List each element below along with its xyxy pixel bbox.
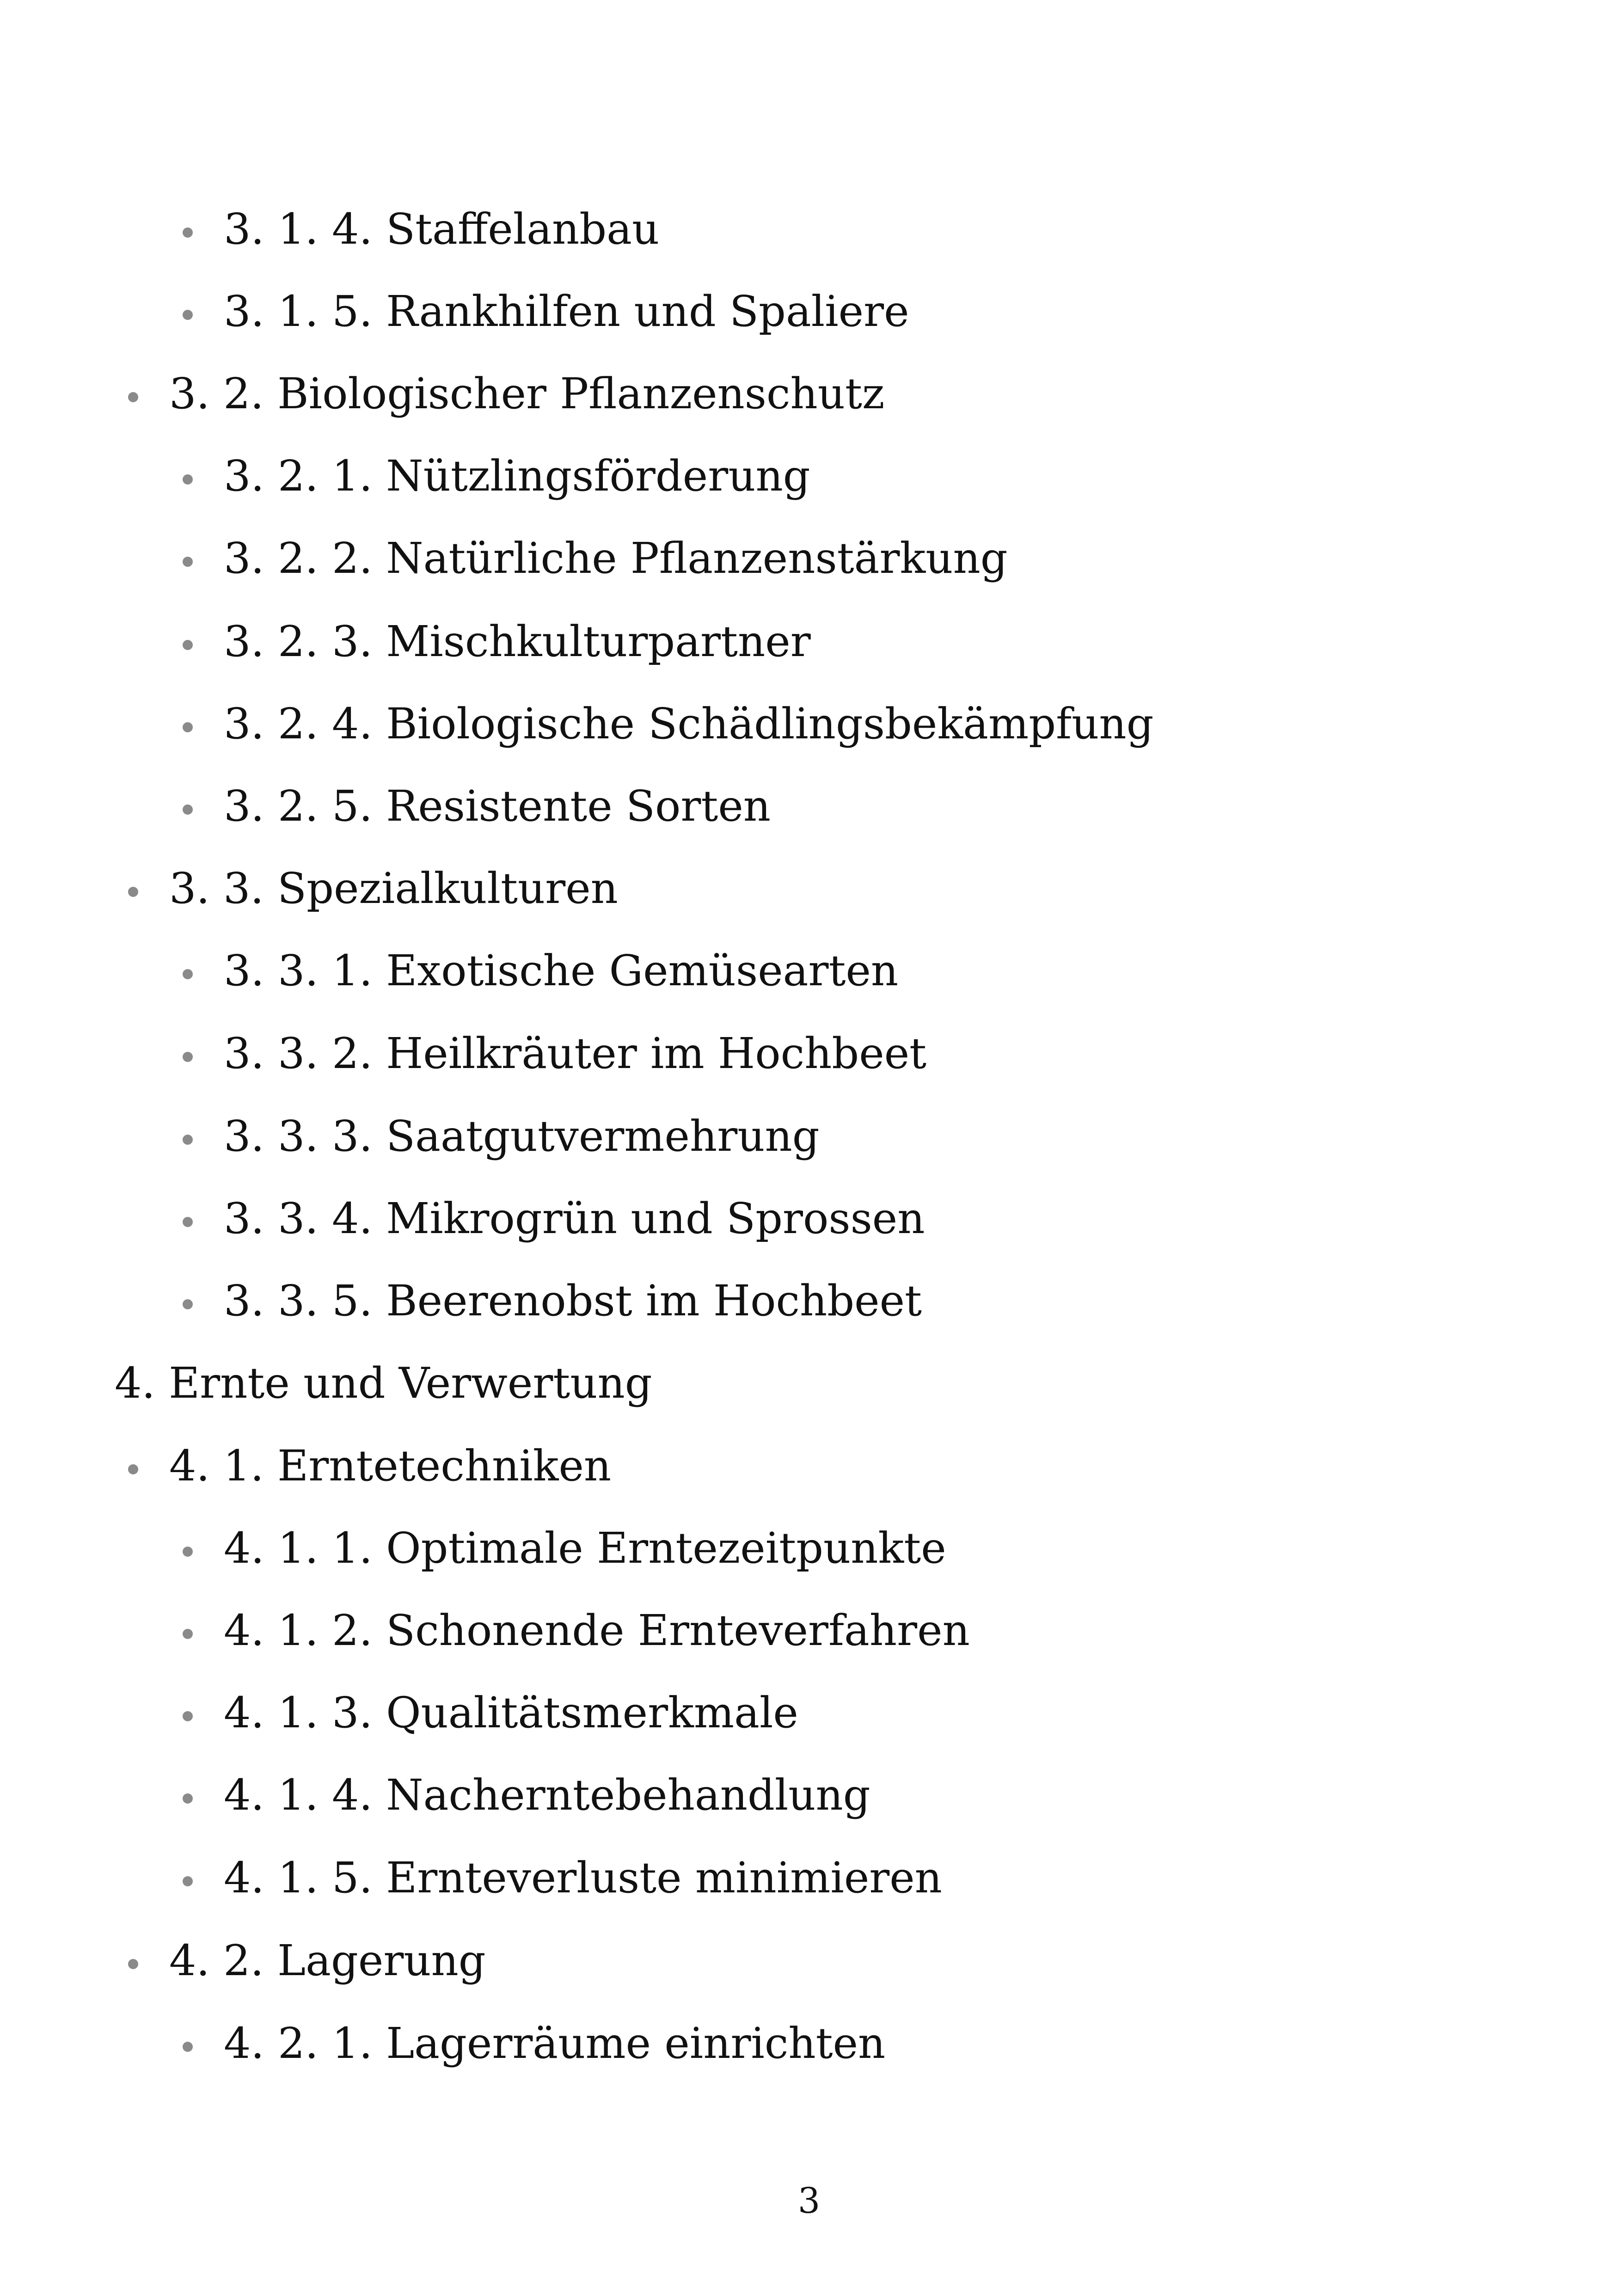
toc-subsection-entry: 3. 3. 5. Beerenobst im Hochbeet (224, 1276, 922, 1326)
bullet-icon (128, 1959, 138, 1969)
bullet-icon (128, 392, 138, 402)
bullet-icon (183, 1793, 193, 1804)
toc-subsection-entry: 4. 1. 5. Ernteverluste minimieren (224, 1853, 942, 1903)
toc-subsection-entry: 4. 1. 4. Nacherntebehandlung (224, 1770, 870, 1820)
bullet-icon (183, 1217, 193, 1227)
toc-section-entry: 3. 2. Biologischer Pflanzenschutz (169, 369, 885, 418)
toc-subsection-entry: 4. 1. 1. Optimale Erntezeitpunkte (224, 1523, 946, 1573)
bullet-icon (128, 887, 138, 897)
toc-chapter-entry: 4. Ernte und Verwertung (115, 1358, 652, 1408)
toc-subsection-entry: 4. 1. 2. Schonende Ernteverfahren (224, 1606, 970, 1655)
toc-subsection-entry: 3. 3. 1. Exotische Gemüsearten (224, 946, 899, 995)
toc-subsection-entry: 3. 2. 3. Mischkulturpartner (224, 617, 811, 666)
bullet-icon (183, 640, 193, 650)
toc-section-entry: 4. 1. Erntetechniken (169, 1441, 612, 1491)
toc-subsection-entry: 3. 1. 4. Staffelanbau (224, 204, 660, 254)
bullet-icon (128, 1464, 138, 1474)
toc-section-entry: 3. 3. Spezialkulturen (169, 864, 618, 913)
bullet-icon (183, 557, 193, 567)
bullet-icon (183, 1547, 193, 1557)
bullet-icon (183, 1135, 193, 1145)
toc-subsection-entry: 3. 2. 1. Nützlingsförderung (224, 451, 810, 501)
toc-section-entry: 4. 2. Lagerung (169, 1936, 486, 1985)
toc-subsection-entry: 3. 2. 2. Natürliche Pflanzenstärkung (224, 534, 1008, 583)
bullet-icon (183, 804, 193, 815)
bullet-icon (183, 722, 193, 732)
bullet-icon (183, 969, 193, 979)
toc-subsection-entry: 4. 2. 1. Lagerräume einrichten (224, 2019, 886, 2068)
bullet-icon (183, 1052, 193, 1062)
page-number: 3 (797, 2180, 821, 2221)
toc-subsection-entry: 3. 2. 5. Resistente Sorten (224, 781, 771, 831)
bullet-icon (183, 474, 193, 485)
bullet-icon (183, 227, 193, 238)
toc-subsection-entry: 3. 3. 4. Mikrogrün und Sprossen (224, 1194, 925, 1243)
toc-subsection-entry: 3. 3. 3. Saatgutvermehrung (224, 1111, 820, 1161)
toc-subsection-entry: 3. 1. 5. Rankhilfen und Spaliere (224, 287, 909, 336)
bullet-icon (183, 1299, 193, 1309)
toc-subsection-entry: 3. 3. 2. Heilkräuter im Hochbeet (224, 1029, 927, 1078)
bullet-icon (183, 1711, 193, 1721)
bullet-icon (183, 1629, 193, 1639)
toc-subsection-entry: 4. 1. 3. Qualitätsmerkmale (224, 1688, 798, 1737)
bullet-icon (183, 1876, 193, 1886)
bullet-icon (183, 310, 193, 320)
bullet-icon (183, 2042, 193, 2052)
toc-subsection-entry: 3. 2. 4. Biologische Schädlingsbekämpfung (224, 699, 1154, 749)
